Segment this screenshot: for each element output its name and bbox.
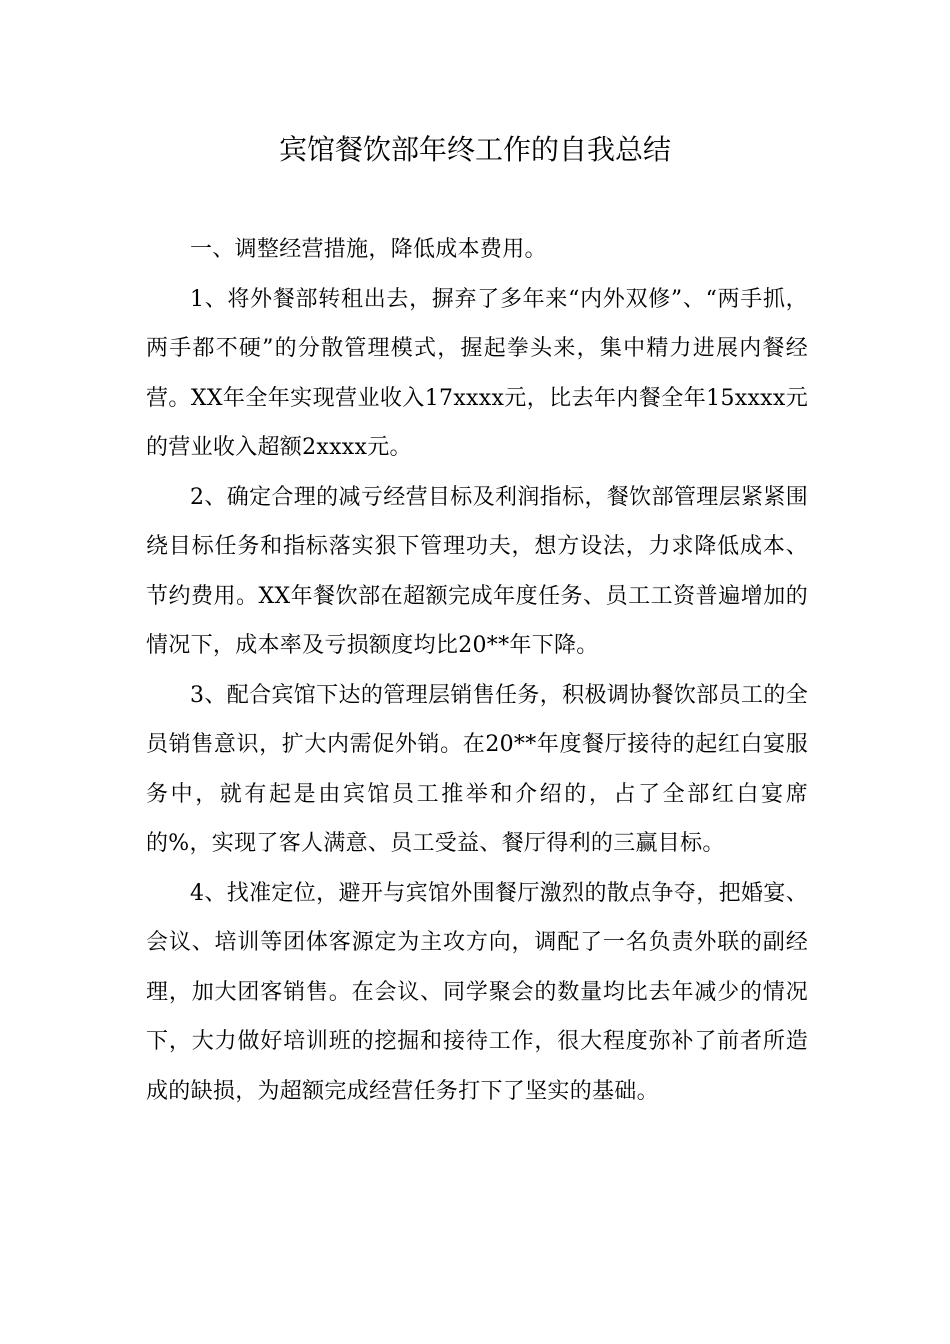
paragraph-1: 1、将外餐部转租出去，摒弃了多年来“内外双修”、“两手抓，两手都不硬”的分散管理模式，握起拳头来，集中精力进展内餐经营。XX年全年实现营业收入17xxxx元，比去年内餐全年15xxxx元的营业收入超额2xxxx元。 [146,286,808,460]
paragraph-3: 3、配合宾馆下达的管理层销售任务，积极调协餐饮部员工的全员销售意识，扩大内需促外销。在20**年度餐厅接待的起红白宴服务中，就有起是由宾馆员工推举和介绍的，占了全部红白宴席的%，实现了客人满意、员工受益、餐厅得利的三赢目标。 [146,682,808,856]
section-heading: 一、调整经营措施，降低成本费用。 [190,237,547,262]
document-body [146,225,808,1116]
document-title: 宾馆餐饮部年终工作的自我总结 [278,133,671,166]
paragraph-2: 2、确定合理的减亏经营目标及利润指标，餐饮部管理层紧紧围绕目标任务和指标落实狠下管理功夫，想方设法，力求降低成本、节约费用。XX年餐饮部在超额完成年度任务、员工工资普遍增加的情况下，成本率及亏损额度均比20**年下降。 [146,484,808,658]
paragraph-4: 4、找准定位，避开与宾馆外围餐厅激烈的散点争夺，把婚宴、会议、培训等团体客源定为主攻方向，调配了一名负责外联的副经理，加大团客销售。在会议、同学聚会的数量均比去年减少的情况下，大力做好培训班的挖掘和接待工作，很大程度弥补了前者所造成的缺损，为超额完成经营任务打下了坚实的基础。 [146,880,808,1104]
